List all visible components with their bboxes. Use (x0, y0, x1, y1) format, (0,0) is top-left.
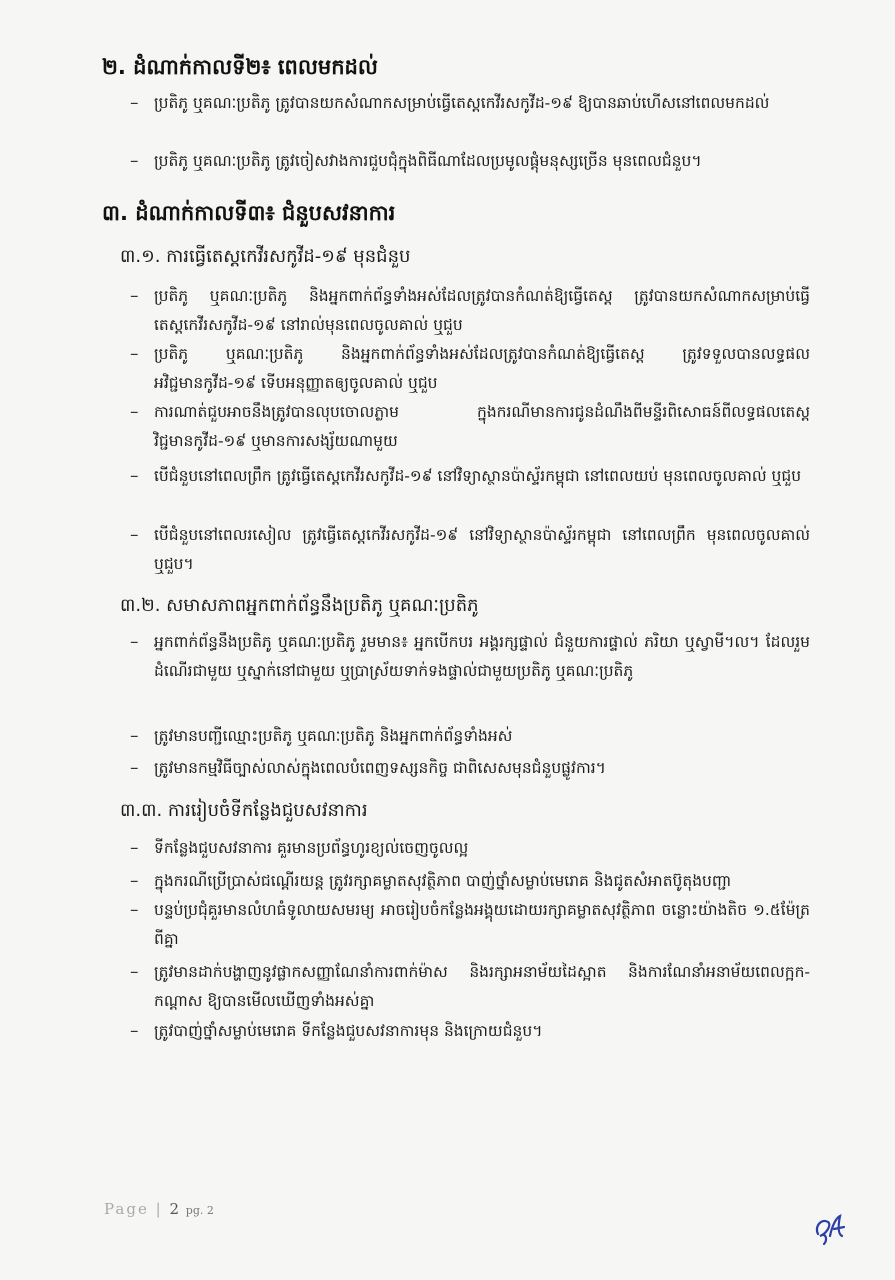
bullet-text: ត្រូវបាញ់ថ្នាំសម្លាប់មេរោគ ទីកន្លែងជួបសវនាការមុន និងក្រោយជំនួប។ (154, 1022, 543, 1040)
bullet-text: អ្នកពាក់ព័ន្ធនឹងប្រតិភូ ឬគណៈប្រតិភូ រួមមាន៖ អ្នកបើកបរ អង្គរក្សផ្ទាល់ ជំនួយការផ្ទាល់ ភរិយា ឬស្វាមី។ល។ ដែលរួមដំណើរជាមួយ ឬស្នាក់នៅជាមួយ ឬប្រាស្រ័យទាក់ទងផ្ទាល់ជាមួយប្រតិភូ ឬគណៈប្រតិភូ (154, 633, 810, 680)
bullet-dash: – (130, 93, 139, 113)
bullet-dash: – (130, 871, 139, 891)
bullet-text: ប្រតិភូ ឬគណៈប្រតិភូ និងអ្នកពាក់ព័ន្ធទាំងអស់ដែលត្រូវបានកំណត់ឱ្យធ្វើតេស្ត ត្រូវបានយកសំណាកសម្រាប់ធ្វើតេស្តកេវីរសកូវីដ-១៩ នៅរាល់មុនពេលចូលគាល់ ឬជួប (154, 287, 810, 334)
bullet-dash: – (130, 838, 139, 858)
section-heading: ២. ដំណាក់កាលទី២៖ ពេលមកដល់ (102, 55, 378, 79)
bullet-text: បើជំនួបនៅពេលព្រឹក ត្រូវធ្វើតេស្តកេវីរសកូវីដ-១៩ នៅវិទ្យាស្ថានប៉ាស្ទ័រកម្ពុជា នៅពេលយប់ មុនពេលចូលគាល់ ឬជួប (154, 467, 802, 485)
bullet-dash: – (130, 632, 139, 652)
footer-pg-label: pg. 2 (185, 1204, 214, 1217)
bullet-dash: – (130, 900, 139, 920)
page-footer (104, 1200, 214, 1218)
bullet-text: ប្រតិភូ ឬគណៈប្រតិភូ ត្រូវបានយកសំណាកសម្រាប់ធ្វើតេស្តកេវីរសកូវីដ-១៩ ឱ្យបានឆាប់ហើសនៅពេលមកដល់ (154, 94, 770, 112)
bullet-text: បន្ទប់ប្រជុំគួរមានលំហធំទូលាយសមរម្យ អាចរៀបចំកន្លែងអង្គុយដោយរក្សាគម្លាតសុវត្ថិភាព ចន្លោះយ៉ាងតិច ១.៥ម៉ែត្រ ពីគ្នា (154, 901, 810, 948)
bullet-text: ត្រូវមានបញ្ជីឈ្មោះប្រតិភូ ឬគណៈប្រតិភូ និងអ្នកពាក់ព័ន្ធទាំងអស់ (154, 727, 513, 745)
bullet-dash: – (130, 525, 139, 545)
footer-page-word: Page (104, 1200, 149, 1218)
subsection-title: ៣.៣. ការរៀបចំទីកន្លែងជួបសវនាការ (120, 800, 368, 821)
bullet-dash: – (130, 758, 139, 778)
footer-separator: | (155, 1200, 163, 1218)
bullet-text: ទីកន្លែងជួបសវនាការ គួរមានប្រព័ន្ធហូរខ្យល់ចេញចូលល្អ (154, 839, 469, 857)
bullet-text: ត្រូវមានកម្មវិធីច្បាស់លាស់ក្នុងពេលបំពេញទស្សនកិច្ច ជាពិសេសមុនជំនួបផ្លូវការ។ (154, 759, 606, 777)
subsection-title: ៣.២. សមាសភាពអ្នកពាក់ព័ន្ធនឹងប្រតិភូ ឬគណៈប្រតិភូ (120, 595, 479, 616)
bullet-text: ប្រតិភូ ឬគណៈប្រតិភូ និងអ្នកពាក់ព័ន្ធទាំងអស់ដែលត្រូវបានកំណត់ឱ្យធ្វើតេស្ត ត្រូវទទួលបានលទ្ធផលអវិជ្ជមានកូវីដ-១៩ ទើបអនុញ្ញាតឲ្យចូលគាល់ ឬជួប (154, 345, 810, 392)
bullet-dash: – (130, 344, 139, 364)
bullet-dash: – (130, 962, 139, 982)
bullet-text: ការណាត់ជួបអាចនឹងត្រូវបានលុបចោលភ្លាម ក្នុងករណីមានការជូនដំណឹងពីមន្ទីរពិសោធន៍ពីលទ្ធផលតេស្តវិជ្ជមានកូវីដ-១៩ ឬមានការសង្ស័យណាមួយ (154, 403, 810, 450)
handwritten-initial (812, 1212, 850, 1246)
bullet-text: ក្នុងករណីប្រើប្រាស់ជណ្តើរយន្ត ត្រូវរក្សាគម្លាតសុវត្ថិភាព បាញ់ថ្នាំសម្លាប់មេរោគ និងជូតសំអាតប៊ូតុងបញ្ជា (154, 872, 732, 890)
bullet-dash: – (130, 151, 139, 171)
bullet-text: ត្រូវមានដាក់បង្ហាញនូវផ្លាកសញ្ញាណែនាំការពាក់ម៉ាស និងរក្សាអនាម័យដៃស្អាត និងការណែនាំអនាម័យពេលក្អក-កណ្តាស ឱ្យបានមើលឃើញទាំងអស់គ្នា (154, 963, 810, 1010)
bullet-dash: – (130, 402, 139, 422)
bullet-text: បើជំនួបនៅពេលរសៀល ត្រូវធ្វើតេស្តកេវីរសកូវីដ-១៩ នៅវិទ្យាស្ថានប៉ាស្ទ័រកម្ពុជា នៅពេលព្រឹក មុនពេលចូលគាល់ ឬជួប។ (154, 526, 810, 573)
bullet-text: ប្រតិភូ ឬគណៈប្រតិភូ ត្រូវចៀសវាងការជួបជុំក្នុងពិធីណាដែលប្រមូលផ្តុំមនុស្សច្រើន មុនពេលជំនួប។ (154, 152, 702, 170)
section-heading: ៣. ដំណាក់កាលទី៣៖ ជំនួបសវនាការ (102, 201, 396, 225)
bullet-dash: – (130, 1021, 139, 1041)
subsection-title: ៣.១. ការធ្វើតេស្តកេវីរសកូវីដ-១៩ មុនជំនួប (120, 246, 411, 267)
bullet-dash: – (130, 286, 139, 306)
bullet-dash: – (130, 466, 139, 486)
bullet-dash: – (130, 726, 139, 746)
footer-page-number: 2 (169, 1200, 180, 1218)
